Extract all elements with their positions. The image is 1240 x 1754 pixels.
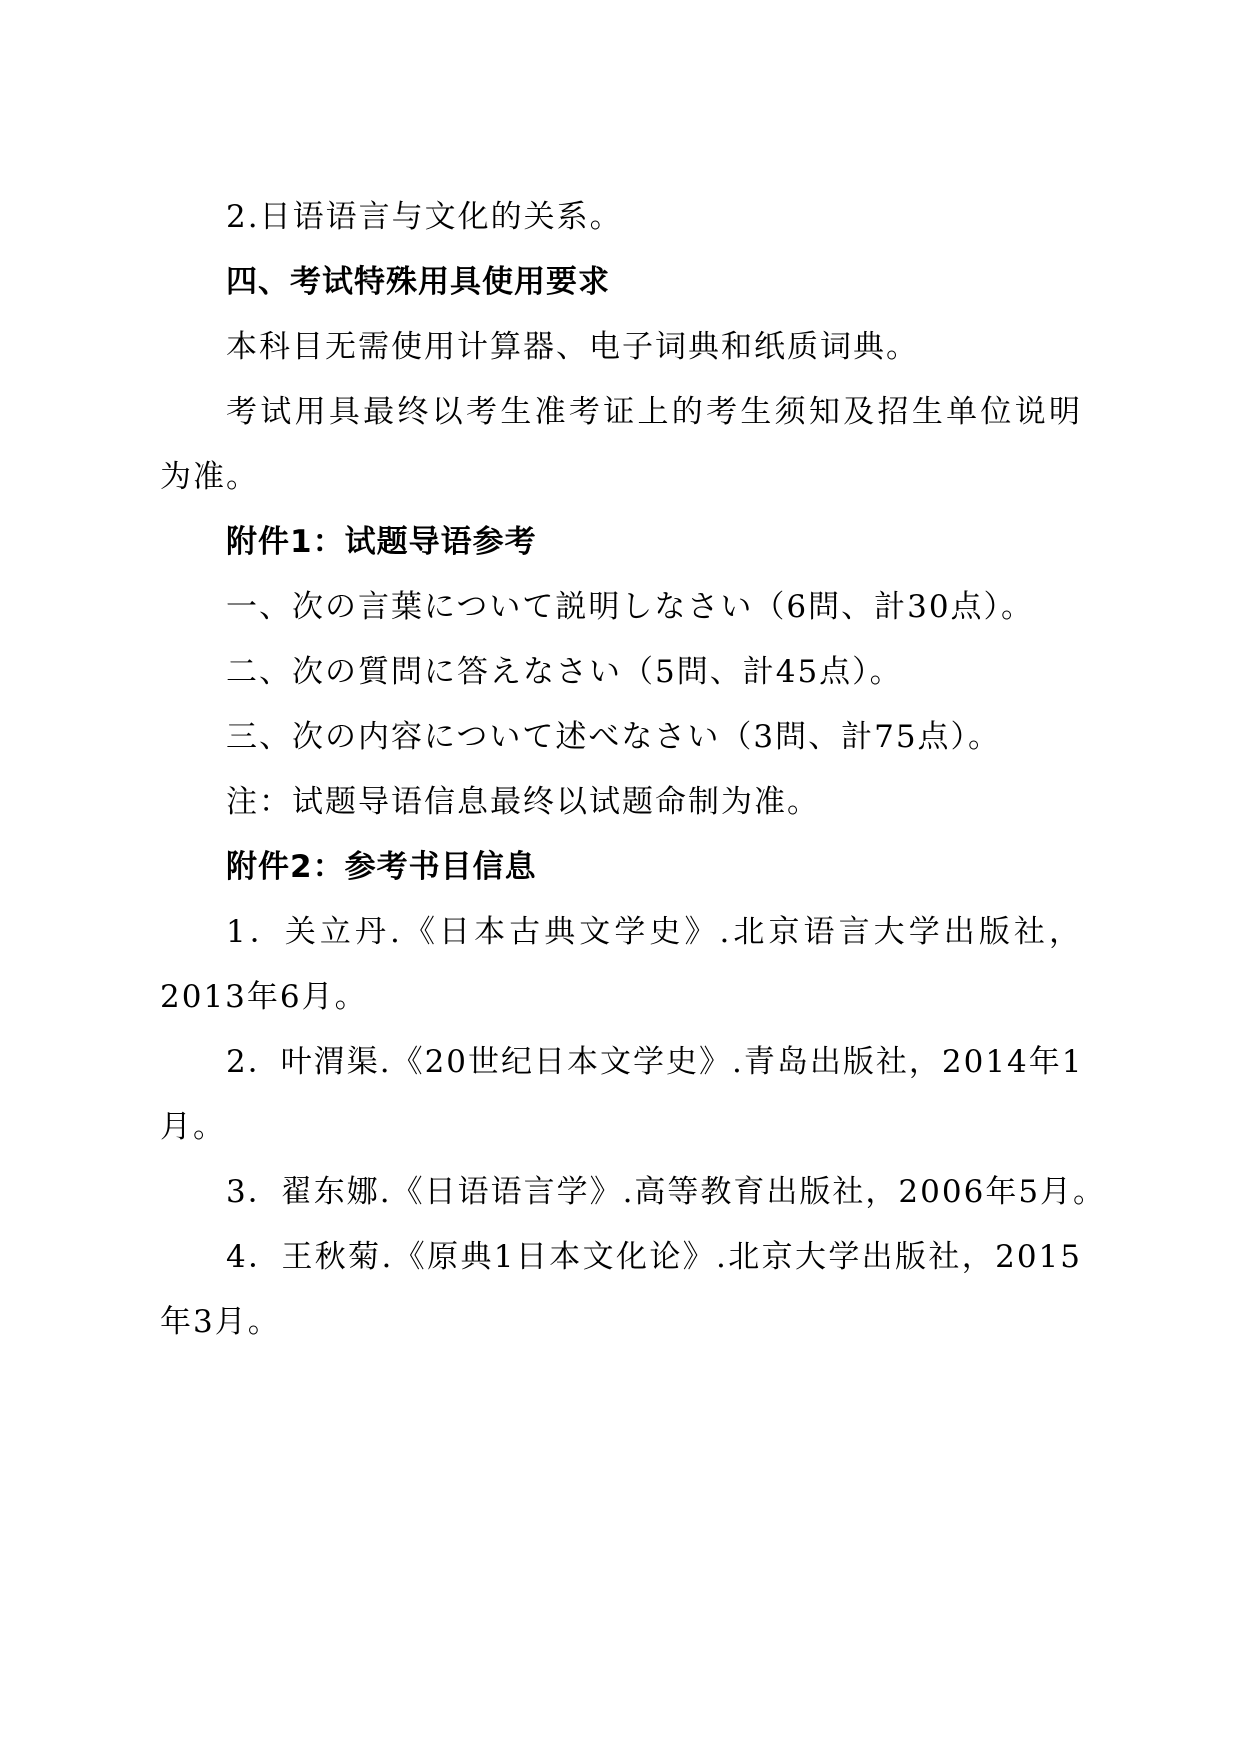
exam-tools-paragraph: 本科目无需使用计算器、电子词典和纸质词典。	[226, 329, 919, 365]
exam-tools-note-line-1: 考试用具最终以考生准考证上的考生须知及招生单位说明	[226, 394, 1082, 430]
question-intro-2: 二、次の質問に答えなさい（5問、計45点）。	[226, 654, 903, 690]
appendix-1-heading: 附件1：试题导语参考	[226, 524, 537, 560]
reference-2-line-2: 月。	[160, 1109, 226, 1145]
question-intro-1: 一、次の言葉について説明しなさい（6問、計30点）。	[226, 589, 1035, 625]
question-intro-note: 注：试题导语信息最终以试题命制为准。	[226, 784, 820, 820]
section-heading-exam-tools: 四、考试特殊用具使用要求	[226, 264, 610, 300]
reference-2-line-1: 2．叶渭渠.《20世纪日本文学史》.青岛出版社，2014年1	[226, 1044, 1084, 1080]
section-3-item-2: 2.日语语言与文化的关系。	[226, 199, 623, 235]
reference-3: 3．翟东娜.《日语语言学》.高等教育出版社，2006年5月。	[226, 1174, 1107, 1210]
exam-tools-note-line-2: 为准。	[160, 459, 259, 495]
appendix-2-heading: 附件2：参考书目信息	[226, 849, 537, 885]
reference-4-line-2: 年3月。	[160, 1304, 281, 1340]
reference-1-line-2: 2013年6月。	[160, 979, 368, 1015]
reference-1-line-1: 1．关立丹.《日本古典文学史》.北京语言大学出版社，	[226, 914, 1082, 950]
question-intro-3: 三、次の内容について述べなさい（3問、計75点）。	[226, 719, 1002, 755]
reference-4-line-1: 4．王秋菊.《原典1日本文化论》.北京大学出版社，2015	[226, 1239, 1082, 1275]
